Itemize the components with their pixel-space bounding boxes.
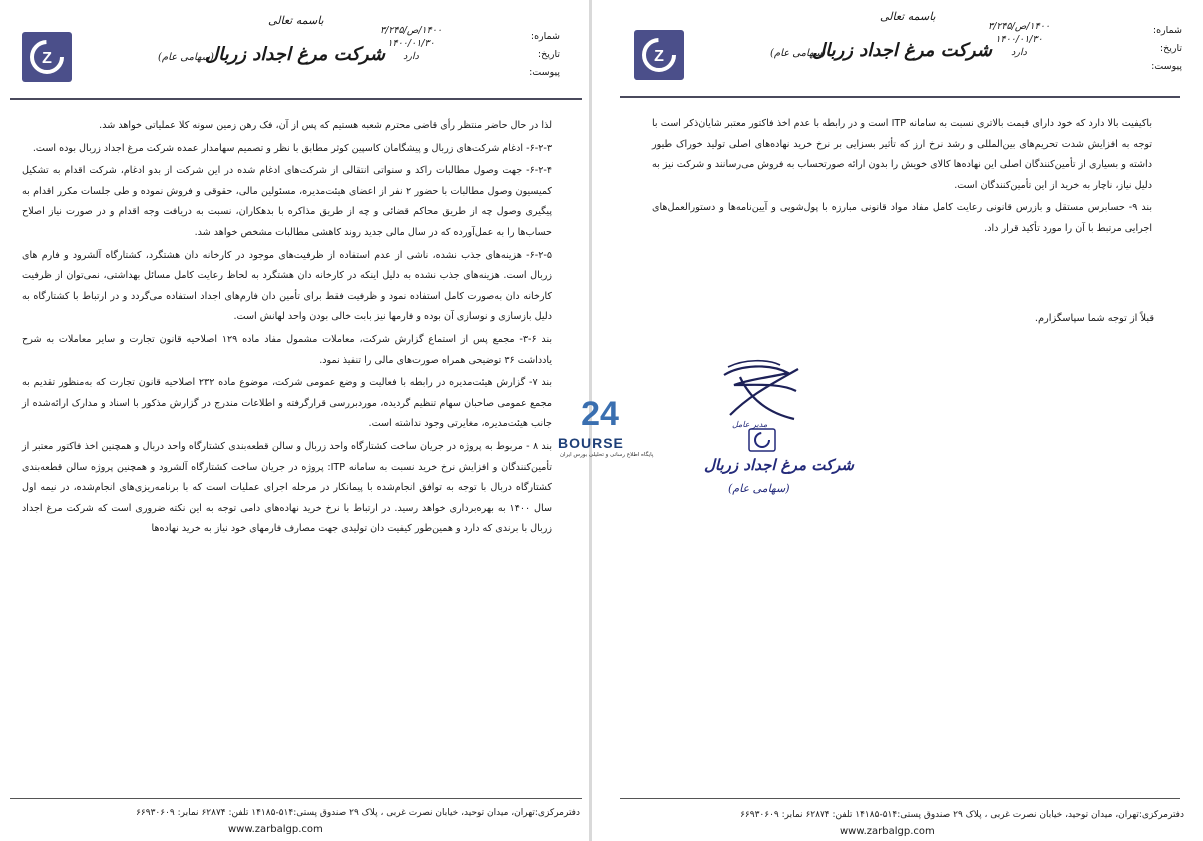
body-paragraph: ۶-۲-۴- جهت وصول مطالبات راکد و سنواتی انتقالی از شرکت‌های ادغام شده در این شرکت از بدو ادغام، شرکت اقدام به تشکیل کمیسیون وصول مطالبات با حضور ۲ نفر از اعضای هیئت‌مدیره، مسئولین مالی، حقوقی و فروش نموده و طی جلسات مکرر اقدام به پیگیری وصول چه از طریق محاکم قضائی و چه از طریق مذاکره با بدهکاران، نسبت به دریافت وجه اقدام و در صورت نیاز اصلاح حساب‌ها را به عمل‌آورده که در سال مالی جدید روند کاهشی مطالبات مشخص خواهد شد.	[22, 165, 552, 238]
bourse-number: 24	[581, 395, 619, 431]
basmala: باسمه تعالی	[268, 14, 324, 27]
attachment-label: پیوست:	[1151, 61, 1182, 72]
body-paragraph: باکیفیت بالا دارد که خود دارای قیمت بالاتری نسبت به سامانه ITP است و در رابطه با عدم اخذ فاکتور معتبر شایان‌ذکر است با توجه به افزایش شدت تحریم‌های بین‌المللی و رشد نرخ ارز که تأثیر بسزایی بر نرخ خرید نهاده‌های اصلی تولید خوراک طیور داشته و بسیاری از تأمین‌کنندگان اصلی این نهاده‌ها کالای خویش را بدون ارائه صورتحساب به فروش می‌رسانند و شرکت نیز به دلیل نیاز، ناچار به خرید از این تأمین‌کنندگان است.	[652, 118, 1152, 191]
footer-website: www.zarbalgp.com	[840, 826, 935, 837]
number-value: ۱۴۰۰/ص/۳/۲۴۵	[988, 21, 1050, 32]
letter-meta-labels	[1120, 22, 1182, 76]
letter-body-page-1	[652, 114, 1152, 240]
svg-text:Z: Z	[42, 50, 52, 67]
header-divider	[10, 98, 582, 100]
attachment-value: دارد	[1011, 47, 1027, 58]
letter-meta-values	[984, 20, 1054, 59]
body-paragraph: ۶-۲-۵- هزینه‌های جذب نشده، ناشی از عدم استفاده از ظرفیت‌های موجود در کارخانه دان هشتگرد، کشتارگاه آلشرود و فارم های زربال است. هزینه‌های جذب نشده به دلیل اینکه در کارخانه دان هشتگرد به لحاظ رعایت کامل مسائل بهداشتی، نمی‌توان از ظرفیت کارخانه دان به‌صورت کامل استفاده نمود و ظرفیت فقط برای تأمین دان فارم‌های اجداد استفاده می‌گردد و در ارتباط با کشتارگاه به دلیل بازسازی و نوسازی آن بوده و فارمها نیز بابت خالی بودن واحد لهانش است.	[22, 249, 552, 323]
stamp-logo-icon	[748, 428, 776, 452]
basmala: باسمه تعالی	[880, 10, 936, 23]
body-paragraph: بند ۶-۳- مجمع پس از استماع گزارش شرکت، معاملات مشمول مفاد ماده ۱۲۹ اصلاحیه قانون تجارت و سایر معاملات به شرح یادداشت ۳۶ توضیحی همراه صورت‌های مالی را تنفیذ نمود.	[22, 333, 553, 366]
svg-text:Z: Z	[654, 48, 664, 65]
footer-divider	[620, 798, 1180, 799]
closing-line: قبلاً از توجه شما سپاسگزارم.	[1034, 313, 1154, 324]
body-paragraph: لذا در حال حاضر منتظر رأی قاضی محترم شعبه هستیم که پس از آن، فک رهن زمین سونه کلا عملیاتی خواهد شد.	[99, 120, 552, 131]
bourse-brand: BOURSE	[558, 435, 624, 451]
footer-address: دفترمرکزی:تهران، میدان توحید، خیابان نصرت غربی ، پلاک ۲۹ صندوق پستی:۵۱۴-۱۴۱۸۵ تلفن: ۶۲۸۷۴ نمابر: ۶۶۹۳۰۶۰۹	[136, 808, 580, 818]
date-value: ۱۴۰۰/۰۱/۳۰	[995, 34, 1043, 45]
body-paragraph: بند ۸ - مربوط به پروژه در جریان ساخت کشتارگاه واحد زربال و سالن قطعه‌بندی کشتارگاه واحد دربال و همچنین اخذ فاکتور معتبر از تأمین‌کنندگان و افزایش نرخ خرید نسبت به سامانه ITP: پروژه در جریان ساخت کشتارگاه آلشرود و همچنین پروژه سالن قطعه‌بندی کشتارگاه دربال با توجه به توافق انجام‌شده با پیمانکار در مرحله اجرای عملیات است که با برنامه‌ریزی‌های انجام‌شده، در نیمه اول سال ۱۴۰۰ به بهره‌برداری خواهد رسید. در ارتباط با نرخ خرید نهاده‌های دامی توجه به این نکته ضروری است که شرکت مرغ اجداد زربال با برندی که دارد و همین‌طور کیفیت دان تولیدی جهت مصارف فارمهای خود نیاز به خرید نهاده‌ها	[22, 440, 552, 535]
company-name: شرکت مرغ اجداد زربال	[812, 40, 992, 61]
number-label: شماره:	[530, 31, 560, 42]
letter-page-1	[592, 0, 1203, 841]
footer-divider	[10, 798, 582, 799]
signature-caption: مدیر عامل	[732, 420, 768, 429]
letter-page-2	[0, 0, 590, 841]
letter-body-page-2	[22, 116, 552, 540]
company-type: (سهامی عام)	[158, 52, 214, 63]
number-label: شماره:	[1152, 25, 1182, 36]
stamp-company-name: شرکت مرغ اجداد زربال	[704, 456, 854, 474]
header-divider	[620, 96, 1180, 98]
company-name: شرکت مرغ اجداد زربال	[205, 44, 385, 65]
body-paragraph: ۶-۲-۳- ادغام شرکت‌های زربال و پیشگامان کاسپین کوثر مطابق با نظر و تصمیم سهامدار عمده شرکت مرغ اجداد زربال بوده است.	[32, 142, 552, 154]
company-logo-icon	[634, 30, 684, 80]
company-logo-icon	[22, 32, 72, 82]
bourse-caption: پایگاه اطلاع رسانی و تحلیلی بورس ایران	[560, 452, 654, 458]
attachment-label: پیوست:	[529, 67, 560, 78]
bourse-24-logo-icon	[580, 393, 620, 431]
stamp-company-type: (سهامی عام)	[728, 482, 790, 495]
date-label: تاریخ:	[1159, 43, 1182, 54]
letter-meta-labels	[500, 28, 560, 82]
letter-meta-values	[376, 24, 446, 63]
footer-address: دفترمرکزی:تهران، میدان توحید، خیابان نصرت غربی ، پلاک ۲۹ صندوق پستی:۵۱۴-۱۴۱۸۵ تلفن: ۶۲۸۷۴ نمابر: ۶۶۹۳۰۶۰۹	[740, 810, 1184, 820]
number-value: ۱۴۰۰/ص/۳/۲۴۵	[380, 25, 442, 36]
date-value: ۱۴۰۰/۰۱/۳۰	[387, 38, 435, 49]
body-paragraph: بند ۹- حسابرس مستقل و بازرس قانونی رعایت کامل مفاد مواد قانونی مبارزه با پول‌شویی و آیین‌نامه‌ها و دستورالعمل‌های اجرایی مرتبط با آن را مورد تأکید قرار داد.	[652, 202, 1153, 234]
attachment-value: دارد	[403, 51, 419, 62]
body-paragraph: بند ۷- گزارش هیئت‌مدیره در رابطه با فعالیت و وضع عمومی شرکت، موضوع ماده ۲۳۲ اصلاحیه قانون تجارت که به‌منظور تقدیم به مجمع عمومی صاحبان سهام تنظیم گردیده، موردبررسی قرارگرفته و اطلاعات مندرج در گزارش مذکور با اسناد و مدارک ارائه‌شده از جانب هیئت‌مدیره، مغایرتی وجود نداشته است.	[22, 377, 552, 430]
company-type: (سهامی عام)	[770, 48, 826, 59]
footer-website: www.zarbalgp.com	[228, 824, 323, 835]
date-label: تاریخ:	[537, 49, 560, 60]
